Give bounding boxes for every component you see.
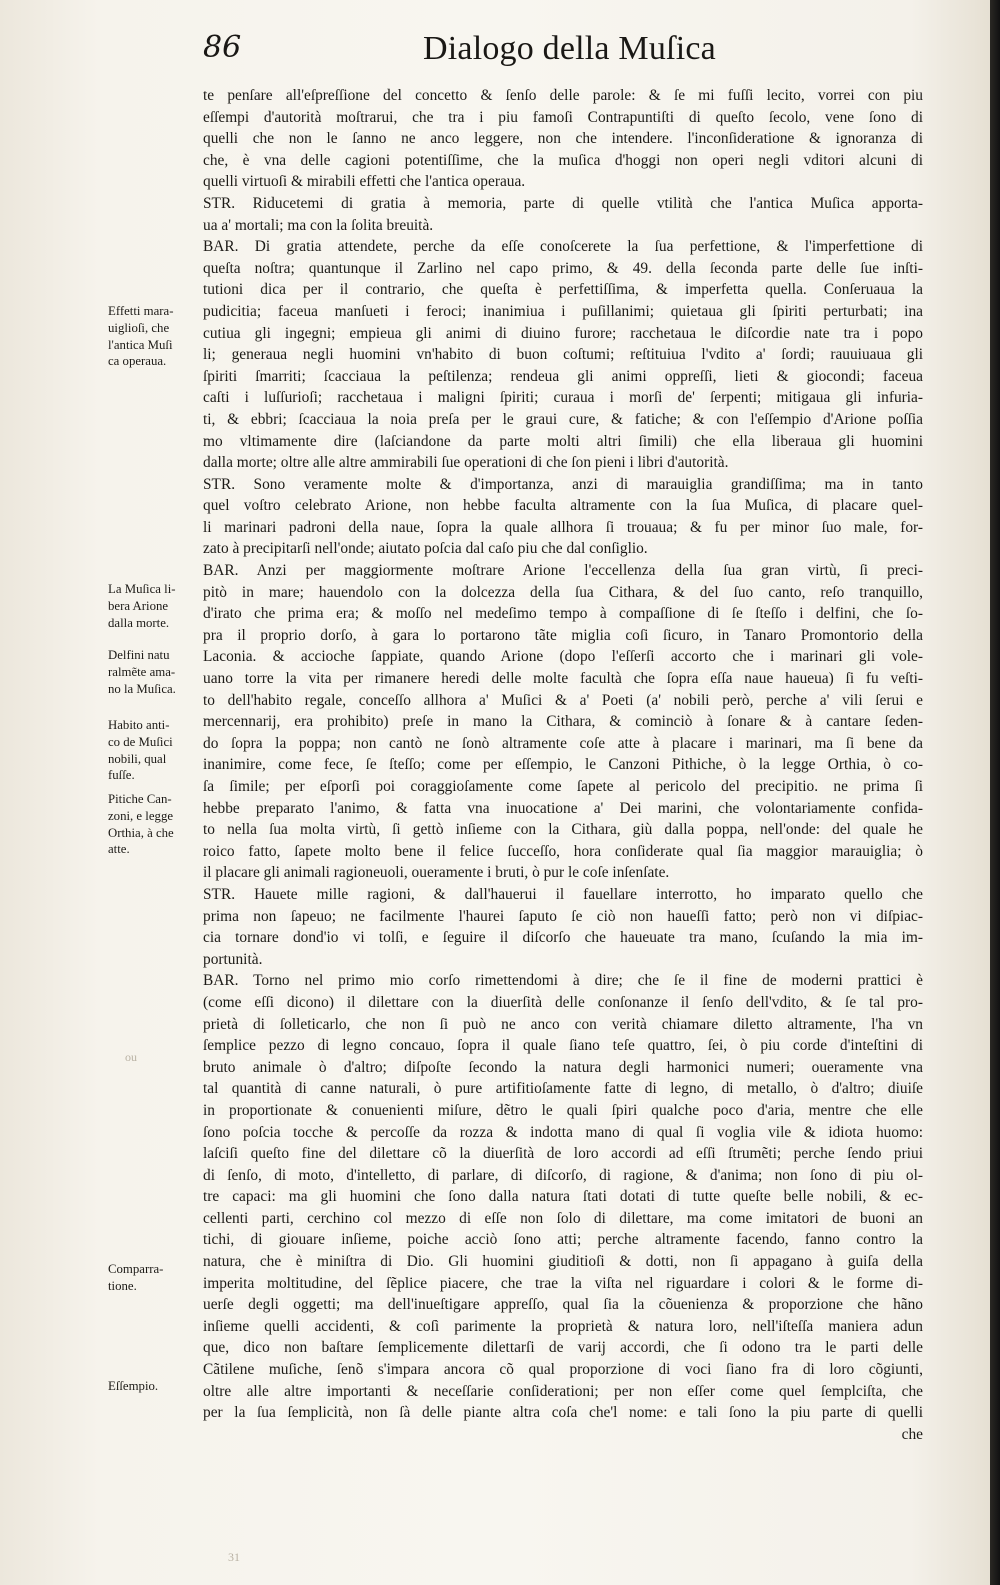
text-line: ſemplice pezzo di legno concauo, ſopra il quale ſiano teſe quattro, ſei, ò piu corde d'inteſtini di bbox=[203, 1037, 923, 1055]
text-line: to nella ſua molta virtù, ſi gettò inſieme con la Cithara, giù dalla poppa, nell'onde: del quale he bbox=[203, 821, 923, 839]
marginal-note-line: bera Arione bbox=[108, 598, 169, 613]
text-line: uano torre la vita per rimanere heredi delle molte facultà che ſopra eſſa naue haueua) ſi fu veſti- bbox=[203, 670, 923, 688]
marginal-note-line: co de Muſici bbox=[108, 734, 173, 749]
text-line: tal quantità di canne naturali, ò pure artifitioſamente fatte di legno, di metallo, ò d'altro; diuiſe bbox=[203, 1080, 923, 1098]
marginal-note-line: no la Muſica. bbox=[108, 681, 176, 696]
marginal-note-line: l'antica Muſi bbox=[108, 337, 173, 352]
text-line: STR. Hauete mille ragioni, & dall'hauerui il fauellare interrotto, ho imparato quello che bbox=[203, 885, 923, 903]
text-line: ua a' mortali; ma con la ſolita breuità. bbox=[203, 216, 434, 234]
text-line: cia tornare dond'io vi tolſi, e ſeguire il diſcorſo che haueuate tra mano, ſcuſando la mia im- bbox=[203, 929, 923, 947]
marginal-note-line: Comparra- bbox=[108, 1262, 164, 1276]
text-line: inanimire, come fece, ſe ſteſſo; come per eſſempio, le Canzoni Pithiche, ò la legge Orthia, ò co- bbox=[203, 756, 923, 774]
text-line: caſti i luſſurioſi; racchetaua i maligni ſpiriti; curaua i morſi de' ſerpenti; mitigaua gli infuria- bbox=[203, 389, 923, 407]
text-line: che, è vna delle cagioni potentiſſime, che la muſica d'hoggi non operi negli vditori alcuni di bbox=[203, 151, 923, 169]
marginal-note-effetti bbox=[108, 303, 200, 370]
text-line: Cãtilene muſiche, ſenõ s'impara ancora cõ qual proporzione di voci ſiano fra di loro cõgiunti, bbox=[203, 1361, 923, 1379]
marginal-note-line: Eſſempio. bbox=[108, 1379, 159, 1393]
text-line: imperita moltitudine, del ſẽplice piacere, che trae la viſta nel riguardare i colori & le forme di- bbox=[203, 1274, 923, 1292]
running-title: Dialogo della Muſica bbox=[423, 30, 716, 67]
text-line: zato à precipitarſi nell'onde; aiutato poſcia dal caſo piu che dal conſiglio. bbox=[203, 540, 648, 558]
marginal-note-line: Habito anti- bbox=[108, 718, 170, 732]
text-line: ti, & ebbri; ſcacciaua la noia preſa per le graui cure, & fatiche; & con l'eſſempio d'Arione poſſia bbox=[203, 410, 923, 428]
text-line: laſciſi queſto fine del dilettare cõ la diuerſità de loro accordi ad eſſi ſtrumẽti; perche ſendo priui bbox=[203, 1145, 923, 1163]
text-line: mo vltimamente dire (laſciandone da parte molti altri ſimili) che ella liberaua gli huomini bbox=[203, 432, 923, 450]
text-line: te penſare all'eſpreſſione del concetto & ſenſo delle parole: & ſe mi fuſſi lecito, vorrei con piu bbox=[203, 87, 923, 104]
text-line: ſa ſimile; per eſporſi poi coraggioſamente come ſapete al pericolo del precipitio. ne prima ſi bbox=[203, 778, 923, 795]
marginal-note-pitiche bbox=[108, 791, 200, 858]
text-line: quelli virtuoſi & mirabili effetti che l'antica operaua. bbox=[203, 173, 526, 191]
text-line: dalla morte; oltre alle altre ammirabili ſue operationi di che ſon pieni i libri d'autorità. bbox=[203, 454, 729, 472]
page-edge-shadow bbox=[990, 0, 1000, 1585]
main-text-column bbox=[203, 85, 923, 1445]
text-line: ſono poſcia tocche & percoſſe da rozza & indotta mano di qual ſi voglia vile & idiota huomo: bbox=[203, 1123, 923, 1141]
text-line: BAR. Torno nel primo mio corſo rimettendomi à dire; che ſe il fine de moderni prattici è bbox=[203, 972, 923, 990]
page-header bbox=[203, 30, 723, 75]
text-line: pra il proprio dorſo, à gara lo portarono tãte miglia coſi ſicuro, in Tanaro Promontorio della bbox=[203, 626, 923, 644]
text-line: d'irato che prima era; & moſſo nel medeſimo tempo à compaſſione di ſe ſteſſo i delfini, che ſo- bbox=[203, 605, 923, 623]
text-line: mercennarij, era prohibito) preſe in mano la Cithara, & cominciò à ſonare & à cantare ſeden- bbox=[203, 713, 923, 731]
text-line: pitò in mare; hauendolo con la dolcezza della ſua Cithara, & del ſuo canto, reſo tranquillo, bbox=[203, 583, 923, 601]
marginal-note-line: zoni, e legge bbox=[108, 808, 174, 823]
text-line: STR. Sono veramente molte & d'importanza, anzi di marauiglia grandiſſima; ma in tanto bbox=[203, 475, 923, 493]
marginal-note-line: ca operaua. bbox=[108, 354, 167, 369]
text-line: per la ſua ſemplicità, non ſà delle piante altra coſa che'l nome: e tali ſono la piu parte di quelli bbox=[203, 1404, 923, 1422]
text-line: quel voſtro celebrato Arione, non hebbe faculta altramente con la ſua Muſica, di placare quel- bbox=[203, 497, 923, 515]
text-line: prima non ſapeuo; ne facilmente l'haurei ſaputo ſe ciò non haueſſi fatto; però non vi diſpiac- bbox=[203, 907, 923, 925]
text-line: di ſenſo, di moto, d'intelletto, di parlare, di diſcorſo, di ragione, & d'anima; non ſono di piu ol- bbox=[203, 1166, 923, 1184]
text-line: li; generaua negli huomini vn'habito di buon coſtumi; reſtituiua l'vdito a' ſordi; rauuiuaua gli bbox=[203, 346, 923, 364]
text-line: oltre alle altre importanti & neceſſarie conſiderationi; per non eſſer come quel ſemplciſta, che bbox=[203, 1382, 923, 1400]
marginal-note-line: La Muſica li- bbox=[108, 582, 176, 596]
marginal-note-delfini bbox=[108, 647, 200, 697]
marginal-note-line: nobili, qual bbox=[108, 751, 167, 766]
marginal-note-line: Pitiche Can- bbox=[108, 792, 172, 806]
marginal-note-line: Orthia, à che bbox=[108, 825, 174, 840]
marginal-note-line: Effetti mara- bbox=[108, 304, 174, 318]
text-line: natura, che è miniſtra di Dio. Gli huomini giuditioſi & dotti, non ſi appagano à guiſa della bbox=[203, 1253, 923, 1271]
text-line: tre capaci: ma gli huomini che ſono dalla natura ſtati dotati di tutte queſte belle nobili, & ec- bbox=[203, 1188, 923, 1206]
text-line: que, dico non baſtare ſemplicemente dilettarſi de varij accordi, che ſi odono tra le parti delle bbox=[203, 1339, 923, 1357]
marginal-note-habito bbox=[108, 717, 200, 784]
text-line: to dell'habito regale, conceſſo allhora a' Muſici & a' Poeti (a' nobili però, perche a' vili ſerui e bbox=[203, 691, 923, 709]
text-line: STR. Riducetemi di gratia à memoria, parte di quelle vtilità che l'antica Muſica apporta- bbox=[203, 194, 923, 212]
marginal-note-line: Delfini natu bbox=[108, 648, 170, 662]
text-line: pudicitia; faceua manſueti i feroci; inanimiua i puſillanimi; quietaua gli ſpiriti perturbati; ina bbox=[203, 302, 923, 320]
text-line: (come eſſi dicono) il dilettare con la diuerſità delle conſonanze il ſenſo dell'vdito, & ſe tal pro- bbox=[203, 993, 923, 1011]
text-line: ſpiriti ſmarriti; ſcacciaua la peſtilenza; rendeua gli animi oppreſſi, lieti & giocondi; faceua bbox=[203, 367, 923, 385]
marginal-note-musica-libera bbox=[108, 581, 200, 631]
text-line: queſta noſtra; quantunque il Zarlino nel capo primo, & 49. della ſeconda parte delle ſue inſti- bbox=[203, 259, 923, 277]
marginal-note-line: tione. bbox=[108, 1278, 137, 1293]
text-line: eſſempi d'autorità moſtrarui, che tra i piu famoſi Contrapuntiſti di queſto ſecolo, vene ſono di bbox=[203, 108, 923, 126]
text-line: li marinari padroni della naue, ſopra la quale allhora ſi trouaua; & fu per minor ſuo male, for- bbox=[203, 518, 923, 536]
marginal-note-line: uiglioſi, che bbox=[108, 320, 170, 335]
text-line: prietà di ſolleticarlo, che non ſi può ne anco con verità chiamare diletto altramente, l'ha vn bbox=[203, 1015, 923, 1033]
marginal-note-line: ralmẽte ama- bbox=[108, 664, 176, 679]
text-line: BAR. Anzi per maggiormente moſtrare Arione l'eccellenza della ſua gran virtù, ſi preci- bbox=[203, 562, 923, 580]
text-line: BAR. Di gratia attendete, perche da eſſe conoſcerete la ſua perfettione, & l'imperfettione di bbox=[203, 238, 923, 256]
bleed-through-text: 31 bbox=[228, 1550, 240, 1564]
text-line: tichi, di giouare inſieme, poiche acciò ſono atti; perche altramente facendo, fanno contro la bbox=[203, 1231, 923, 1249]
text-line: che bbox=[901, 1425, 923, 1443]
marginal-note-comparatione bbox=[108, 1261, 200, 1295]
text-line: portunità. bbox=[203, 950, 263, 968]
text-line: inſieme quelli accidenti, & coſì parimente la proprietà & natura loro, nell'iſteſſa maniera adun bbox=[203, 1317, 923, 1335]
marginal-note-line: atte. bbox=[108, 842, 130, 857]
text-line: uerſe degli oggetti; ma dell'inueſtigare appreſſo, qual ſia la cõuenienza & proporzione che hãno bbox=[203, 1296, 923, 1314]
page-number: 86 bbox=[203, 30, 242, 65]
marginal-note-line: fuſſe. bbox=[108, 768, 135, 783]
marginal-note-essempio bbox=[108, 1378, 200, 1395]
text-line: cutiua gli ingegni; empieua gli animi di diuino furore; racchetaua le diſcordie nate tra i popo bbox=[203, 324, 923, 342]
text-line: il placare gli animali ragioneuoli, oueramente i bruti, ò pur le coſe inſenſate. bbox=[203, 864, 670, 882]
text-line: do ſopra la poppa; non cantò ne ſonò altramente coſe atte à placare i marinari, ma ſi bene da bbox=[203, 734, 923, 752]
text-line: roico fatto, ſapete molto bene il felice ſucceſſo, hora conſiderate qual ſia maggior marauiglia; ò bbox=[203, 842, 923, 860]
text-line: tutioni dica per il contrario, che queſta è perfettiſſima, & imperfetta quella. Conſeruaua la bbox=[203, 281, 923, 299]
text-line: quelli che non le ſanno ne anco leggere, non che intendere. l'inconſideratione & ignoranza di bbox=[203, 130, 923, 148]
bleed-through-text: ou bbox=[125, 1050, 137, 1064]
text-line: Laconia. & accioche ſappiate, quando Arione (dopo l'eſſerſi accorto che i marinari gli vole- bbox=[203, 648, 923, 666]
text-line: hebbe preparato l'animo, & fatta vna inuocatione a' Dei marini, che volontariamente confida- bbox=[203, 799, 923, 817]
text-line: cellenti parti, cerchino col mezzo di eſſe non ſolo di dilettare, ma come imitatori de buoni an bbox=[203, 1209, 923, 1227]
text-line: bruto animale ò d'altro; diſpoſte ſecondo la natura degli harmonici numeri; oueramente vna bbox=[203, 1058, 923, 1076]
marginal-note-line: dalla morte. bbox=[108, 615, 170, 630]
text-line: in proportionate & conuenienti miſure, dẽtro le quali ſpiri qualche poco d'aria, mentre che elle bbox=[203, 1101, 923, 1119]
